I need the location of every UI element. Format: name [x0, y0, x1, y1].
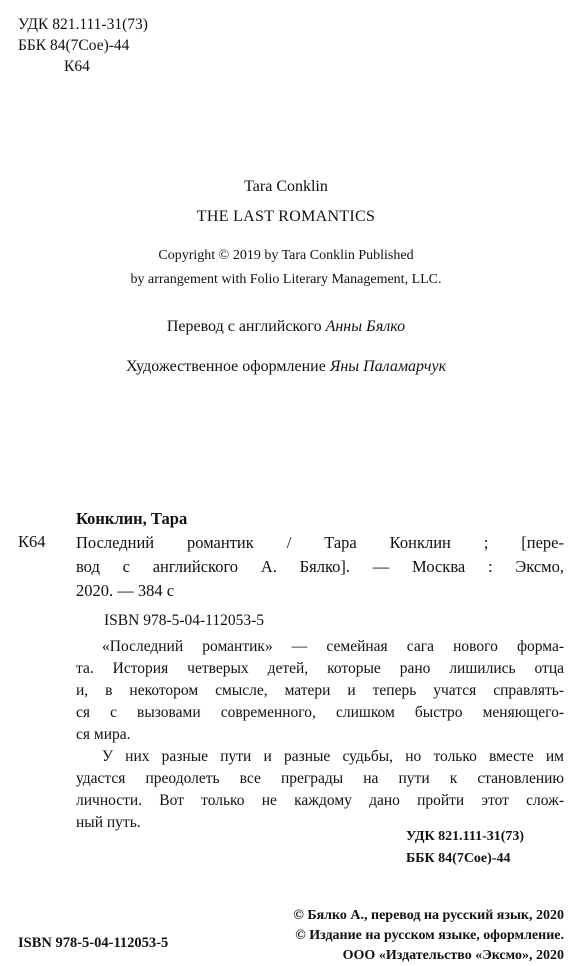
description-line: 2020. — 384 с [76, 581, 175, 600]
design-credit [0, 358, 572, 376]
catalog-description [76, 531, 564, 603]
footer-copyright-line: © Бялко А., перевод на русский язык, 2020 [293, 908, 564, 923]
footer-copyright-line: © Издание на русском языке, оформление. [295, 928, 564, 943]
footer-copyright [293, 906, 564, 966]
description-line: Последний романтик / Тара Конклин ; [пере- [76, 533, 564, 552]
catalog-isbn: ISBN 978-5-04-112053-5 [104, 612, 265, 629]
translation-credit [0, 318, 572, 336]
author-en: Tara Conklin [244, 178, 328, 195]
catalog-codes [406, 826, 524, 870]
header-udk: УДК 821.111-31(73) [18, 16, 148, 33]
header-bbk: ББК 84(7Сое)-44 [18, 37, 130, 54]
footer-copyright-line: ООО «Издательство «Эксмо», 2020 [342, 948, 564, 963]
copyright-line-2: by arrangement with Folio Literary Management, LLC. [130, 272, 442, 287]
annotation-line: ный путь. [76, 814, 141, 831]
annotation-line: личности. Вот только не каждому дано пройти этот слож- [76, 792, 564, 809]
title-en: THE LAST ROMANTICS [196, 208, 376, 225]
footer-isbn: ISBN 978-5-04-112053-5 [18, 935, 169, 951]
description-line: вод с английского А. Бялко]. — Москва : Эксмо, [76, 557, 564, 576]
header-classification [18, 14, 148, 77]
header-author-mark: К64 [64, 58, 90, 75]
annotation-line: У них разные пути и разные судьбы, но только вместе им [102, 748, 564, 765]
catalog-bbk: ББК 84(7Сое)-44 [406, 851, 511, 866]
annotation-paragraph-2 [76, 746, 564, 834]
catalog-mark: К64 [18, 532, 46, 551]
copyright-line-1: Copyright © 2019 by Tara Conklin Published [158, 248, 414, 263]
translator-name: Анны Бялко [325, 318, 406, 335]
design-prefix: Художественное оформление [125, 358, 330, 375]
designer-name: Яны Паламарчук [329, 358, 447, 375]
annotation-line: ся с вызовами современного, слишком быстро меняющего- [76, 704, 564, 721]
translation-prefix: Перевод с английского [166, 318, 326, 335]
annotation-line: удастся преодолеть все преграды на пути к становлению [76, 770, 564, 787]
catalog-udk: УДК 821.111-31(73) [406, 829, 525, 844]
annotation-line: «Последний романтик» — семейная сага нового форма- [102, 638, 564, 655]
catalog-author: Конклин, Тара [76, 509, 188, 528]
annotation-paragraph-1 [76, 636, 564, 746]
annotation-line: и, в некотором смысле, матери и теперь учатся справлять- [76, 682, 564, 699]
annotation-line: та. История четверых детей, которые рано лишились отца [76, 660, 564, 677]
annotation-line: ся мира. [76, 726, 131, 743]
